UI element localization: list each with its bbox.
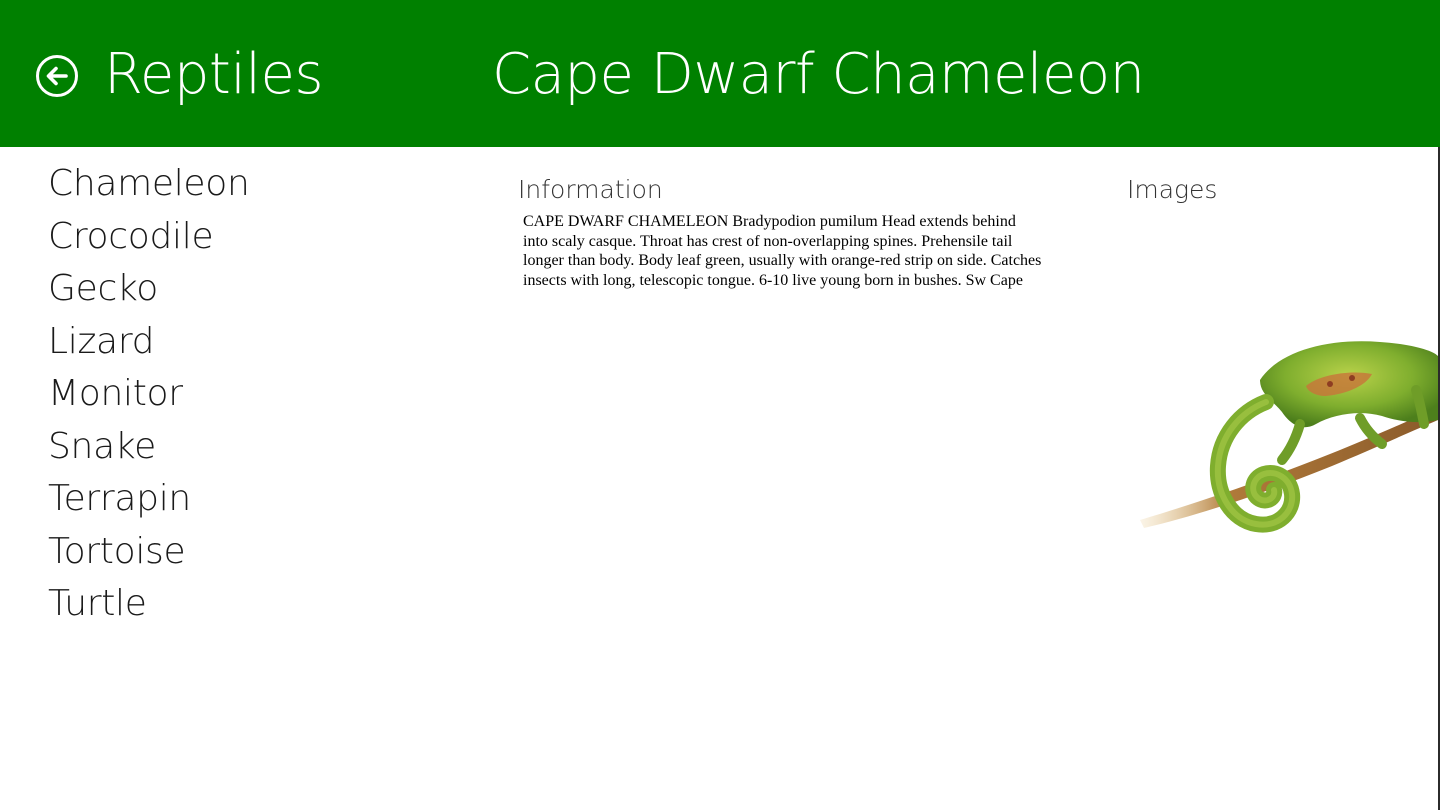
list-item-monitor[interactable]: Monitor [48,373,183,414]
list-item-tortoise[interactable]: Tortoise [48,530,186,572]
information-heading: Information [518,175,663,204]
list-item-turtle[interactable]: Turtle [48,583,147,624]
list-item-snake[interactable]: Snake [48,425,156,467]
back-button[interactable] [36,55,78,97]
images-heading: Images [1127,175,1218,204]
list-item-gecko[interactable]: Gecko [48,268,158,309]
chameleon-illustration [1120,320,1438,550]
category-title: Reptiles [104,42,324,107]
list-item-crocodile[interactable]: Crocodile [48,215,214,257]
information-text: CAPE DWARF CHAMELEON Bradypodion pumilum Head extends behind into scaly casque. Throat has crest of non-overlapping spines. Prehensile tail longer than body. Body leaf green, usually with orange-red strip on side. Catches insects with long, telescopic tongue. 6-10 live young born in bushes. Sw Cape [523,213,1042,289]
list-item-lizard[interactable]: Lizard [48,320,155,362]
page-title: Cape Dwarf Chameleon [492,42,1145,107]
app-header [0,0,1440,147]
reptile-category-list [48,158,250,631]
back-arrow-icon [39,58,75,94]
chameleon-image[interactable] [1120,320,1438,550]
list-item-terrapin[interactable]: Terrapin [48,478,191,519]
list-item-chameleon[interactable]: Chameleon [48,163,250,204]
